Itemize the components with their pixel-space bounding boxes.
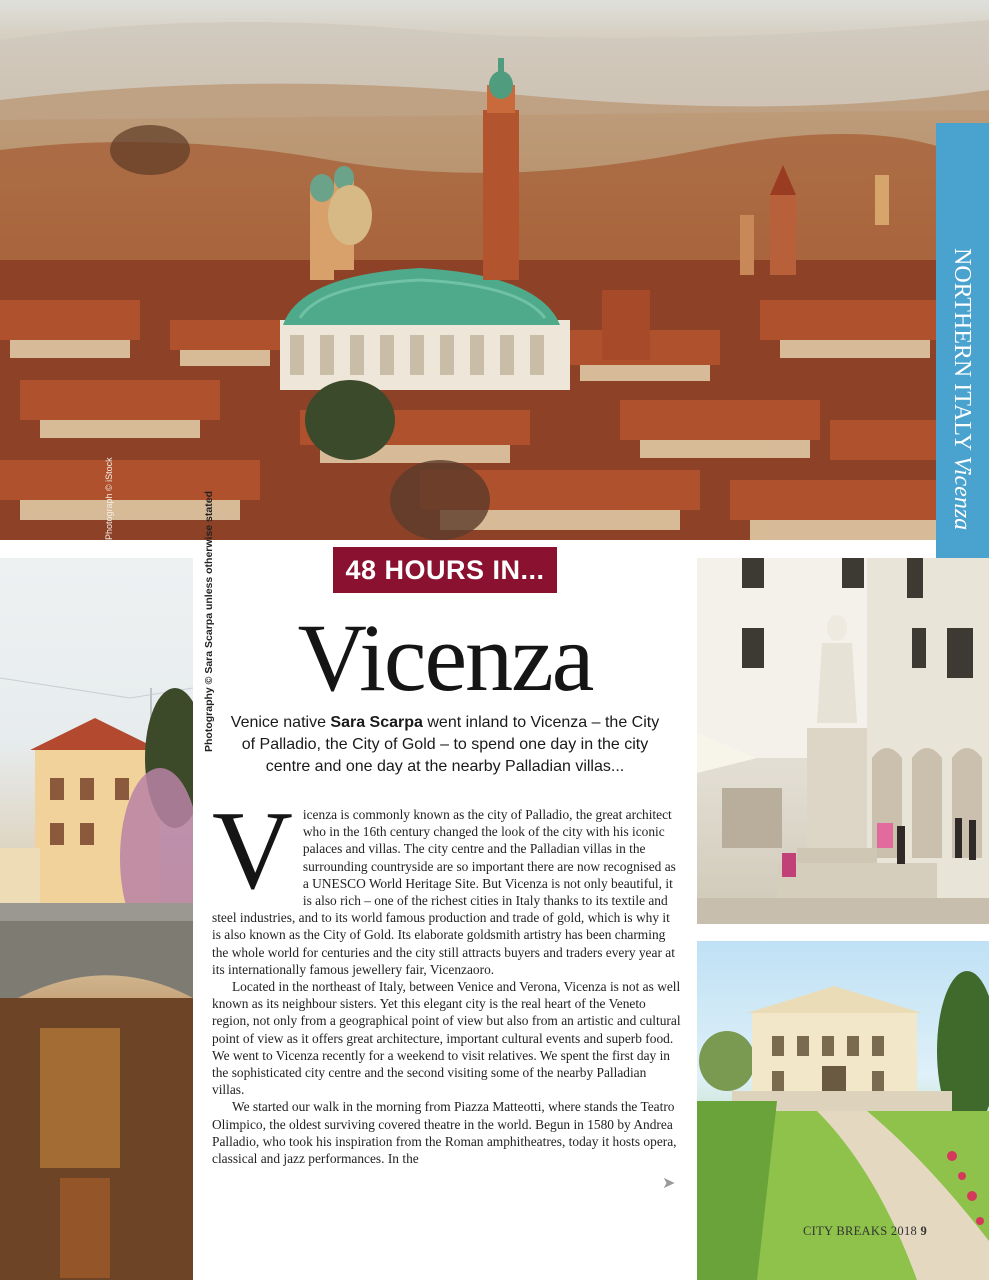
paragraph-1-text: icenza is commonly known as the city of Palladio, the great architect who in the 16th century changed the look of the city with his iconic palaces and villas. The city centre and the Palladian villas in the surrounding countryside are so important there are now recognised as a UNESCO World Heritage Site. But Vicenza is not only beautiful, it is also rich – one of the richest cities in Italy thanks to its textile and steel industries, and to its world famous production and trade of gold, which is why it is also known as the City of Gold. Its elaborate goldsmith artistry has been charming the whole world for centuries and the city still attracts buyers and traders every year at its internationally famous jewellery fair, Vicenzaoro. bbox=[212, 807, 676, 977]
standfirst-rest: went inland to Vicenza – the City of Palladio, the City of Gold – to spend one day in the city centre and one day at the nearby Palladian villas... bbox=[241, 714, 660, 775]
author-name: Sara Scarpa bbox=[330, 714, 423, 731]
arrow-right-icon: ➤ bbox=[662, 1173, 676, 1192]
statue-piazza-illustration bbox=[697, 558, 989, 924]
riverside-illustration bbox=[0, 558, 193, 1280]
page-photo-credit: Photography © Sara Scarpa unless otherwise stated bbox=[203, 491, 215, 752]
section-tab-region: NORTHERN ITALY bbox=[949, 248, 975, 450]
paragraph-1 bbox=[212, 789, 682, 978]
section-banner bbox=[333, 547, 557, 593]
hero-photo bbox=[0, 0, 989, 540]
left-photo bbox=[0, 558, 193, 1280]
banner-label: 48 HOURS IN... bbox=[345, 554, 545, 585]
page-folio bbox=[803, 1224, 927, 1239]
section-tab-place: Vicenza bbox=[949, 455, 975, 531]
hero-city-illustration bbox=[0, 0, 989, 540]
section-tab-label bbox=[937, 248, 989, 548]
paragraph-3: We started our walk in the morning from Piazza Matteotti, where stands the Teatro Olimpico, the oldest surviving covered theatre in the world. Begun in 1580 by Andrea Palladio, who took his inspiration from the Roman amphitheatres, today it hosts opera, classical and jazz performances. In the bbox=[212, 1099, 677, 1167]
article-body bbox=[212, 789, 682, 1167]
standfirst bbox=[222, 712, 668, 778]
paragraph-2: Located in the northeast of Italy, between Venice and Verona, Vicenza is not as well known as its neighbour sisters. Yet this elegant city is the real heart of the Veneto region, not only from a geographical point of view but also from an artistic and cultural point of view as it offers great architecture, important cultural events and superb food. We went to Vicenza recently for a weekend to visit relatives. We spent the first day in the sophisticated city centre and the second visiting some of the nearby Palladian villas. bbox=[212, 979, 681, 1098]
standfirst-intro: Venice native bbox=[230, 714, 331, 731]
article-title: Vicenza bbox=[297, 604, 593, 711]
hero-photo-credit: Photograph © iStock bbox=[104, 457, 114, 540]
magazine-name: CITY BREAKS 2018 bbox=[803, 1224, 918, 1238]
drop-cap: V bbox=[212, 789, 293, 913]
right-top-photo bbox=[697, 558, 989, 924]
page-number: 9 bbox=[920, 1224, 928, 1238]
